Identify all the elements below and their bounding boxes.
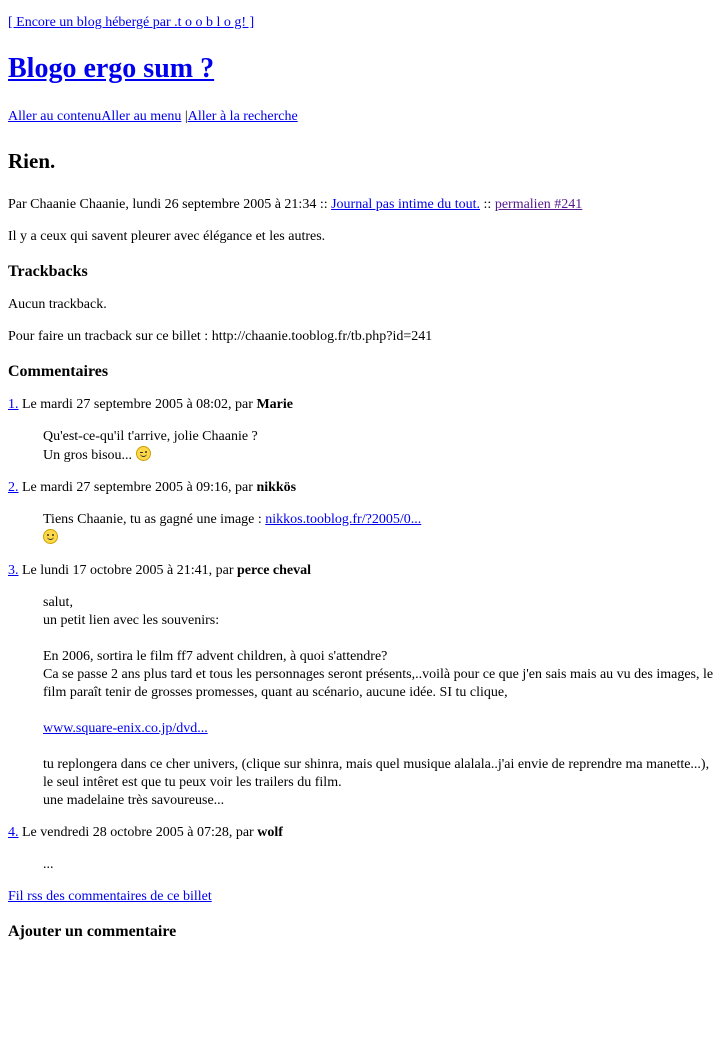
- host-banner: [8, 14, 716, 32]
- add-comment-heading: Ajouter un commentaire: [8, 923, 177, 940]
- post-title: Rien.: [8, 149, 56, 173]
- comment-body: [43, 511, 716, 548]
- comment-line: un petit lien avec les souvenirs:: [43, 613, 220, 628]
- skip-to-search-link[interactable]: Aller à la recherche: [187, 109, 298, 124]
- comment-line: En 2006, sortira le film ff7 advent children, à quoi s'attendre?: [43, 649, 388, 664]
- post-meta-text: Par Chaanie Chaanie, lundi 26 septembre 2005 à 21:34 ::: [8, 197, 332, 212]
- wink-smiley-icon: [136, 446, 151, 461]
- smile-smiley-icon: [43, 529, 58, 544]
- blog-title-link[interactable]: Blogo ergo sum ?: [8, 53, 215, 84]
- comment-line: Ca se passe 2 ans plus tard et tous les personnages seront présents,..voilà pour ce que j'en sais mais au vu des images, le film paraît tenir de grosses promesses, quant au scénario, aucune idée. SI tu clique,: [43, 667, 714, 700]
- comment-header: [8, 479, 716, 497]
- comments-heading: Commentaires: [8, 363, 109, 380]
- comment-number-link[interactable]: 1.: [8, 397, 19, 412]
- comment-line: Un gros bisou...: [43, 448, 133, 463]
- skip-links: [8, 108, 716, 126]
- comment-author: wolf: [257, 825, 283, 840]
- skip-to-content-link[interactable]: Aller au contenu: [8, 109, 102, 124]
- comment-header: [8, 824, 716, 842]
- comment-date: Le lundi 17 octobre 2005 à 21:41, par: [18, 563, 238, 578]
- post-content: Il y a ceux qui savent pleurer avec élégance et les autres.: [8, 229, 326, 244]
- comment-date: Le mardi 27 septembre 2005 à 08:02, par: [18, 397, 257, 412]
- comment-image-link[interactable]: nikkos.tooblog.fr/?2005/0...: [265, 512, 422, 527]
- trackbacks-none: Aucun trackback.: [8, 297, 107, 312]
- comment-line: Qu'est-ce-qu'il t'arrive, jolie Chaanie ?: [43, 429, 258, 444]
- host-link[interactable]: [ Encore un blog hébergé par .t o o b l o g! ]: [8, 15, 255, 30]
- post-meta-separator: ::: [480, 197, 495, 212]
- trackbacks-heading: Trackbacks: [8, 263, 88, 280]
- comment-text: ...: [43, 857, 54, 872]
- comment-author: Marie: [256, 397, 293, 412]
- comments-rss-link[interactable]: Fil rss des commentaires de ce billet: [8, 889, 212, 904]
- category-link[interactable]: Journal pas intime du tout.: [331, 197, 481, 212]
- comment-date: Le vendredi 28 octobre 2005 à 07:28, par: [18, 825, 258, 840]
- page: [0, 14, 724, 942]
- comment-author: nikkös: [256, 480, 297, 495]
- comment-header: [8, 396, 716, 414]
- comment-number-link[interactable]: 4.: [8, 825, 19, 840]
- permalink-link[interactable]: permalien #241: [494, 197, 583, 212]
- comment-line: tu replongera dans ce cher univers, (clique sur shinra, mais quel musique alalala..j'ai envie de reprendre ma manette...), le seul intêret est que tu peux voir les trailers du film.: [43, 757, 710, 790]
- comment-line: salut,: [43, 595, 73, 610]
- blog-title: [8, 53, 716, 85]
- comment-line: une madelaine très savoureuse...: [43, 793, 225, 808]
- comment-text: Tiens Chaanie, tu as gagné une image :: [43, 512, 266, 527]
- comment-date: Le mardi 27 septembre 2005 à 09:16, par: [18, 480, 257, 495]
- comment-author: perce cheval: [237, 563, 312, 578]
- skip-separator: |: [181, 109, 188, 124]
- trackback-url: Pour faire un tracback sur ce billet : http://chaanie.tooblog.fr/tb.php?id=241: [8, 329, 433, 344]
- comment-header: [8, 562, 716, 580]
- post-meta: [8, 196, 716, 214]
- square-enix-link[interactable]: www.square-enix.co.jp/dvd...: [43, 721, 208, 736]
- comment-number-link[interactable]: 3.: [8, 563, 19, 578]
- comment-body: [43, 428, 716, 465]
- comments-rss: [8, 888, 716, 906]
- skip-to-menu-link[interactable]: Aller au menu: [101, 109, 182, 124]
- comment-body: [43, 594, 716, 810]
- comment-body: [43, 856, 716, 874]
- comment-number-link[interactable]: 2.: [8, 480, 19, 495]
